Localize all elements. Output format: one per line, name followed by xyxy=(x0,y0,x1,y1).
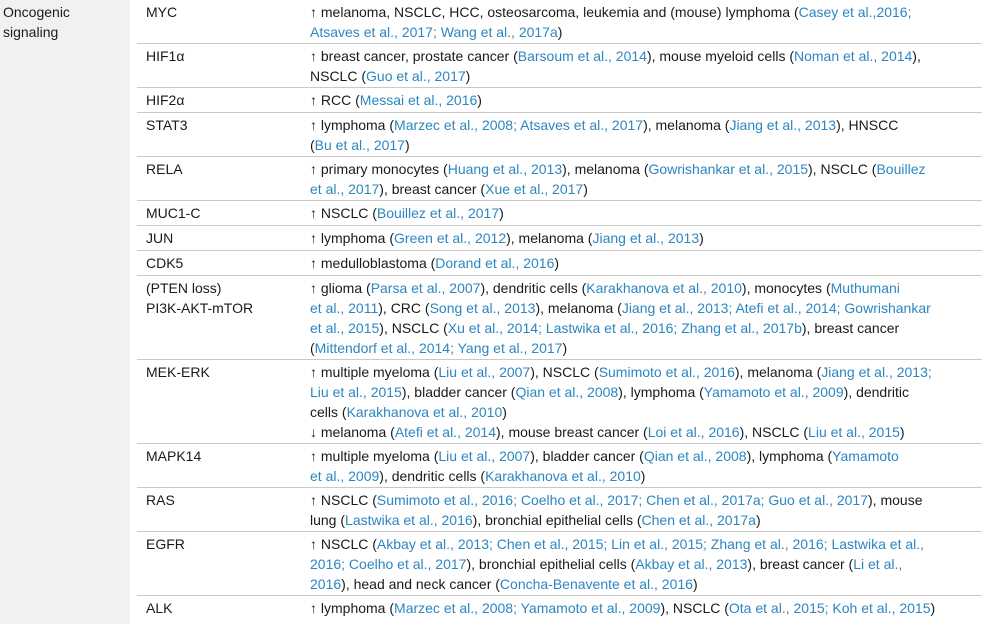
description-line xyxy=(310,534,962,554)
description-text: ↑ lymphoma ( xyxy=(310,600,395,616)
gene-name xyxy=(146,534,185,554)
description-text: ), dendritic xyxy=(843,384,909,400)
reference-link[interactable]: Jiang et al., 2013 xyxy=(592,230,700,246)
description-text: ), head and neck cancer ( xyxy=(341,576,500,592)
gene-name-line: MYC xyxy=(146,4,178,20)
table-row xyxy=(137,532,982,596)
description-text: ) xyxy=(583,181,588,197)
reference-link[interactable]: Marzec et al., 2008; Yamamoto et al., 2009 xyxy=(394,600,661,616)
description-line xyxy=(310,338,962,358)
description-cell xyxy=(310,203,962,223)
gene-name-line: CDK5 xyxy=(146,255,184,271)
reference-link[interactable]: Casey et al.,2016; xyxy=(798,4,912,20)
description-text: ), CRC ( xyxy=(378,300,430,316)
gene-name xyxy=(146,278,253,318)
description-line xyxy=(310,490,962,510)
reference-link[interactable]: Xu et al., 2014; Lastwika et al., 2016; Zhang et al., 2017b xyxy=(447,320,802,336)
table-row xyxy=(137,226,982,251)
description-text: ), melanoma ( xyxy=(535,300,622,316)
reference-link[interactable]: et al., 2017 xyxy=(310,181,380,197)
description-text: ), NSCLC ( xyxy=(379,320,448,336)
description-text: ) xyxy=(640,468,646,484)
table-row xyxy=(137,444,982,488)
category-label-line: signaling xyxy=(3,24,59,40)
description-text: ), NSCLC ( xyxy=(808,161,877,177)
reference-link[interactable]: Qian et al., 2008 xyxy=(643,448,747,464)
reference-link[interactable]: Parsa et al., 2007 xyxy=(370,280,481,296)
description-line xyxy=(310,253,962,273)
reference-link[interactable]: Bouillez et al., 2017 xyxy=(376,205,500,221)
table-row xyxy=(137,88,982,113)
reference-link[interactable]: Green et al., 2012 xyxy=(394,230,507,246)
description-text: ↓ melanoma ( xyxy=(310,424,395,440)
description-text: ) xyxy=(404,137,410,153)
description-text: ) xyxy=(699,230,704,246)
description-text: ↑ lymphoma ( xyxy=(310,230,395,246)
description-text: ), lymphoma ( xyxy=(618,384,704,400)
description-line xyxy=(310,203,962,223)
description-line xyxy=(310,318,962,338)
description-cell xyxy=(310,278,962,358)
description-cell xyxy=(310,362,962,442)
reference-link[interactable]: Atsaves et al., 2017; Wang et al., 2017a xyxy=(310,24,558,40)
description-text: ), melanoma ( xyxy=(506,230,593,246)
gene-name-line: MAPK14 xyxy=(146,448,202,464)
description-text: ), bladder cancer ( xyxy=(401,384,516,400)
description-cell xyxy=(310,598,962,618)
description-text: ), NSCLC ( xyxy=(739,424,809,440)
reference-link[interactable]: Ota et al., 2015; Koh et al., 2015 xyxy=(728,600,931,616)
table-row xyxy=(137,251,982,276)
reference-link[interactable]: Mittendorf et al., 2014; Yang et al., 2017 xyxy=(314,340,563,356)
description-cell xyxy=(310,228,962,248)
description-text: ), melanoma ( xyxy=(643,117,730,133)
table-row xyxy=(137,157,982,201)
reference-link[interactable]: Akbay et al., 2013; Chen et al., 2015; Lin et al., 2015; Zhang et al., 2016; Lastwika et al., xyxy=(376,536,925,552)
gene-name xyxy=(146,362,210,382)
reference-link[interactable]: Muthumani xyxy=(830,280,900,296)
table-row xyxy=(137,113,982,157)
description-line xyxy=(310,179,962,199)
reference-link[interactable]: Qian et al., 2008 xyxy=(515,384,619,400)
description-cell xyxy=(310,490,962,530)
reference-link[interactable]: Liu et al., 2015 xyxy=(808,424,900,440)
description-line xyxy=(310,278,962,298)
reference-link[interactable]: et al., 2009 xyxy=(310,468,380,484)
gene-name-line: EGFR xyxy=(146,536,185,552)
description-text: ), mouse myeloid cells ( xyxy=(646,48,794,64)
gene-name xyxy=(146,446,201,466)
description-line xyxy=(310,90,962,110)
description-text: ) xyxy=(557,24,563,40)
gene-name xyxy=(146,253,183,273)
description-line xyxy=(310,46,962,66)
description-text: ), NSCLC ( xyxy=(530,364,599,380)
description-line xyxy=(310,115,962,135)
description-text: ↑ RCC ( xyxy=(310,92,360,108)
description-line xyxy=(310,362,962,382)
reference-link[interactable]: Concha-Benavente et al., 2016 xyxy=(499,576,693,592)
reference-link[interactable]: Karakhanova et al., 2010 xyxy=(485,468,641,484)
reference-link[interactable]: Jiang et al., 2013; xyxy=(821,364,932,380)
description-line xyxy=(310,159,962,179)
description-line xyxy=(310,598,962,618)
gene-name xyxy=(146,90,184,110)
reference-link[interactable]: Lastwika et al., 2016 xyxy=(345,512,473,528)
reference-link[interactable]: et al., 2011 xyxy=(310,300,379,316)
table-row xyxy=(137,488,982,532)
gene-name-line: RELA xyxy=(146,161,183,177)
description-text: ) xyxy=(477,92,482,108)
description-text: ↑ lymphoma ( xyxy=(310,117,395,133)
description-text: ) xyxy=(554,255,560,271)
description-cell xyxy=(310,534,962,594)
gene-name xyxy=(146,46,184,66)
reference-link[interactable]: Karakhanova et al., 2010 xyxy=(586,280,742,296)
description-line xyxy=(310,228,962,248)
reference-link[interactable]: Yamamoto xyxy=(832,448,899,464)
table-row xyxy=(137,201,982,226)
description-cell xyxy=(310,46,962,86)
table-row xyxy=(137,360,982,444)
description-text: ), melanoma ( xyxy=(562,161,649,177)
reference-link[interactable]: Noman et al., 2014 xyxy=(794,48,913,64)
reference-link[interactable]: Dorand et al., 2016 xyxy=(435,255,555,271)
gene-name-line: JUN xyxy=(146,230,174,246)
gene-name-line: HIF2α xyxy=(146,92,185,108)
description-line xyxy=(310,135,962,155)
reference-link[interactable]: Loi et al., 2016 xyxy=(647,424,740,440)
description-text: lung ( xyxy=(310,512,346,528)
description-text: ), lymphoma ( xyxy=(746,448,833,464)
reference-link[interactable]: Karakhanova et al., 2010 xyxy=(346,404,503,420)
gene-name xyxy=(146,203,200,223)
reference-link[interactable]: 2016; Coelho et al., 2017 xyxy=(310,556,467,572)
description-text: ), mouse breast cancer ( xyxy=(496,424,648,440)
description-text: ) xyxy=(692,576,698,592)
gene-name-line: MUC1-C xyxy=(146,205,201,221)
description-line xyxy=(310,466,962,486)
category-column xyxy=(0,0,130,624)
gene-name xyxy=(146,2,177,22)
reference-link[interactable]: Gowrishankar et al., 2015 xyxy=(648,161,809,177)
description-text: ↑ multiple myeloma ( xyxy=(310,448,439,464)
description-text: ↑ medulloblastoma ( xyxy=(310,255,436,271)
reference-link[interactable]: et al., 2015 xyxy=(310,320,380,336)
description-text: ), dendritic cells ( xyxy=(379,468,486,484)
reference-link[interactable]: Chen et al., 2017a xyxy=(641,512,756,528)
reference-link[interactable]: Liu et al., 2007 xyxy=(438,364,531,380)
description-cell xyxy=(310,115,962,155)
reference-link[interactable]: Song et al., 2013 xyxy=(429,300,536,316)
description-line xyxy=(310,382,962,402)
description-text: ) xyxy=(502,404,507,420)
description-text: ) xyxy=(562,340,568,356)
gene-name-line: STAT3 xyxy=(146,117,188,133)
gene-name xyxy=(146,490,175,510)
description-text: ) xyxy=(499,205,504,221)
table-row xyxy=(137,44,982,88)
description-text: ), bladder cancer ( xyxy=(530,448,644,464)
description-text: ) xyxy=(755,512,761,528)
description-line xyxy=(310,2,962,22)
description-cell xyxy=(310,159,962,199)
gene-name xyxy=(146,159,183,179)
description-text: ), mouse xyxy=(868,492,923,508)
description-text: ), monocytes ( xyxy=(741,280,831,296)
description-text: ), bronchial epithelial cells ( xyxy=(472,512,642,528)
gene-name-line: HIF1α xyxy=(146,48,185,64)
reference-link[interactable]: Bu et al., 2017 xyxy=(314,137,405,153)
description-cell xyxy=(310,2,962,42)
reference-link[interactable]: Atefi et al., 2014 xyxy=(394,424,496,440)
reference-link[interactable]: 2016 xyxy=(310,576,342,592)
description-line xyxy=(310,402,962,422)
reference-link[interactable]: Jiang et al., 2013; Atefi et al., 2014; Gowrishankar xyxy=(621,300,931,316)
description-text: ↑ primary monocytes ( xyxy=(310,161,448,177)
description-line xyxy=(310,446,962,466)
table-row xyxy=(137,0,982,44)
description-text: ), xyxy=(912,48,921,64)
description-text: ) xyxy=(899,424,905,440)
description-line xyxy=(310,510,962,530)
reference-link[interactable]: Liu et al., 2015 xyxy=(310,384,402,400)
gene-name xyxy=(146,228,173,248)
description-cell xyxy=(310,446,962,486)
description-text: ), breast cancer ( xyxy=(747,556,854,572)
table-row xyxy=(137,276,982,360)
description-cell xyxy=(310,90,962,110)
description-text: ↑ multiple myeloma ( xyxy=(310,364,439,380)
description-text: ( xyxy=(310,137,315,153)
gene-name-line: ALK xyxy=(146,600,173,616)
reference-link[interactable]: Jiang et al., 2013 xyxy=(729,117,837,133)
reference-link[interactable]: Guo et al., 2017 xyxy=(366,68,466,84)
description-text: ( xyxy=(310,340,315,356)
description-cell xyxy=(310,253,962,273)
reference-link[interactable]: Sumimoto et al., 2016 xyxy=(598,364,735,380)
reference-link[interactable]: Huang et al., 2013 xyxy=(447,161,563,177)
reference-link[interactable]: Messai et al., 2016 xyxy=(359,92,478,108)
gene-name-line: RAS xyxy=(146,492,175,508)
table-row xyxy=(137,596,982,623)
reference-link[interactable]: Akbay et al., 2013 xyxy=(635,556,748,572)
description-text: ↑ melanoma, NSCLC, HCC, osteosarcoma, leukemia and (mouse) lymphoma ( xyxy=(310,4,799,20)
description-text: cells ( xyxy=(310,404,347,420)
description-text: ↑ breast cancer, prostate cancer ( xyxy=(310,48,518,64)
reference-link[interactable]: Barsoum et al., 2014 xyxy=(517,48,647,64)
description-text: ), HNSCC xyxy=(836,117,899,133)
gene-name xyxy=(146,598,172,618)
gene-name xyxy=(146,115,188,135)
reference-link[interactable]: Li et al., xyxy=(853,556,903,572)
description-line xyxy=(310,554,962,574)
reference-link[interactable]: Bouillez xyxy=(876,161,926,177)
description-text: ↑ NSCLC ( xyxy=(310,492,377,508)
description-text: ), breast cancer ( xyxy=(379,181,486,197)
category-label-line: Oncogenic xyxy=(3,4,70,20)
description-line xyxy=(310,66,962,86)
description-text: ), dendritic cells ( xyxy=(480,280,587,296)
description-text: ) xyxy=(930,600,936,616)
gene-name-line: PI3K-AKT-mTOR xyxy=(146,300,254,316)
gene-name-line: (PTEN loss) xyxy=(146,280,222,296)
description-text: ), NSCLC ( xyxy=(660,600,729,616)
gene-name-line: MEK-ERK xyxy=(146,364,210,380)
description-text: ↑ NSCLC ( xyxy=(310,205,377,221)
description-text: ), melanoma ( xyxy=(734,364,822,380)
description-text: NSCLC ( xyxy=(310,68,367,84)
description-text: ) xyxy=(465,68,471,84)
reference-link[interactable]: Yamamoto et al., 2009 xyxy=(703,384,844,400)
description-line xyxy=(310,422,962,442)
description-line xyxy=(310,298,962,318)
description-line xyxy=(310,22,962,42)
reference-link[interactable]: Xue et al., 2017 xyxy=(485,181,584,197)
description-text: ), bronchial epithelial cells ( xyxy=(466,556,636,572)
reference-link[interactable]: Sumimoto et al., 2016; Coelho et al., 2017; Chen et al., 2017a; Guo et al., 2017 xyxy=(376,492,869,508)
description-text: ↑ glioma ( xyxy=(310,280,371,296)
reference-link[interactable]: Marzec et al., 2008; Atsaves et al., 2017 xyxy=(394,117,644,133)
category-label xyxy=(3,2,70,42)
reference-link[interactable]: Liu et al., 2007 xyxy=(438,448,531,464)
description-text: ), breast cancer xyxy=(801,320,900,336)
description-line xyxy=(310,574,962,594)
description-text: ↑ NSCLC ( xyxy=(310,536,377,552)
